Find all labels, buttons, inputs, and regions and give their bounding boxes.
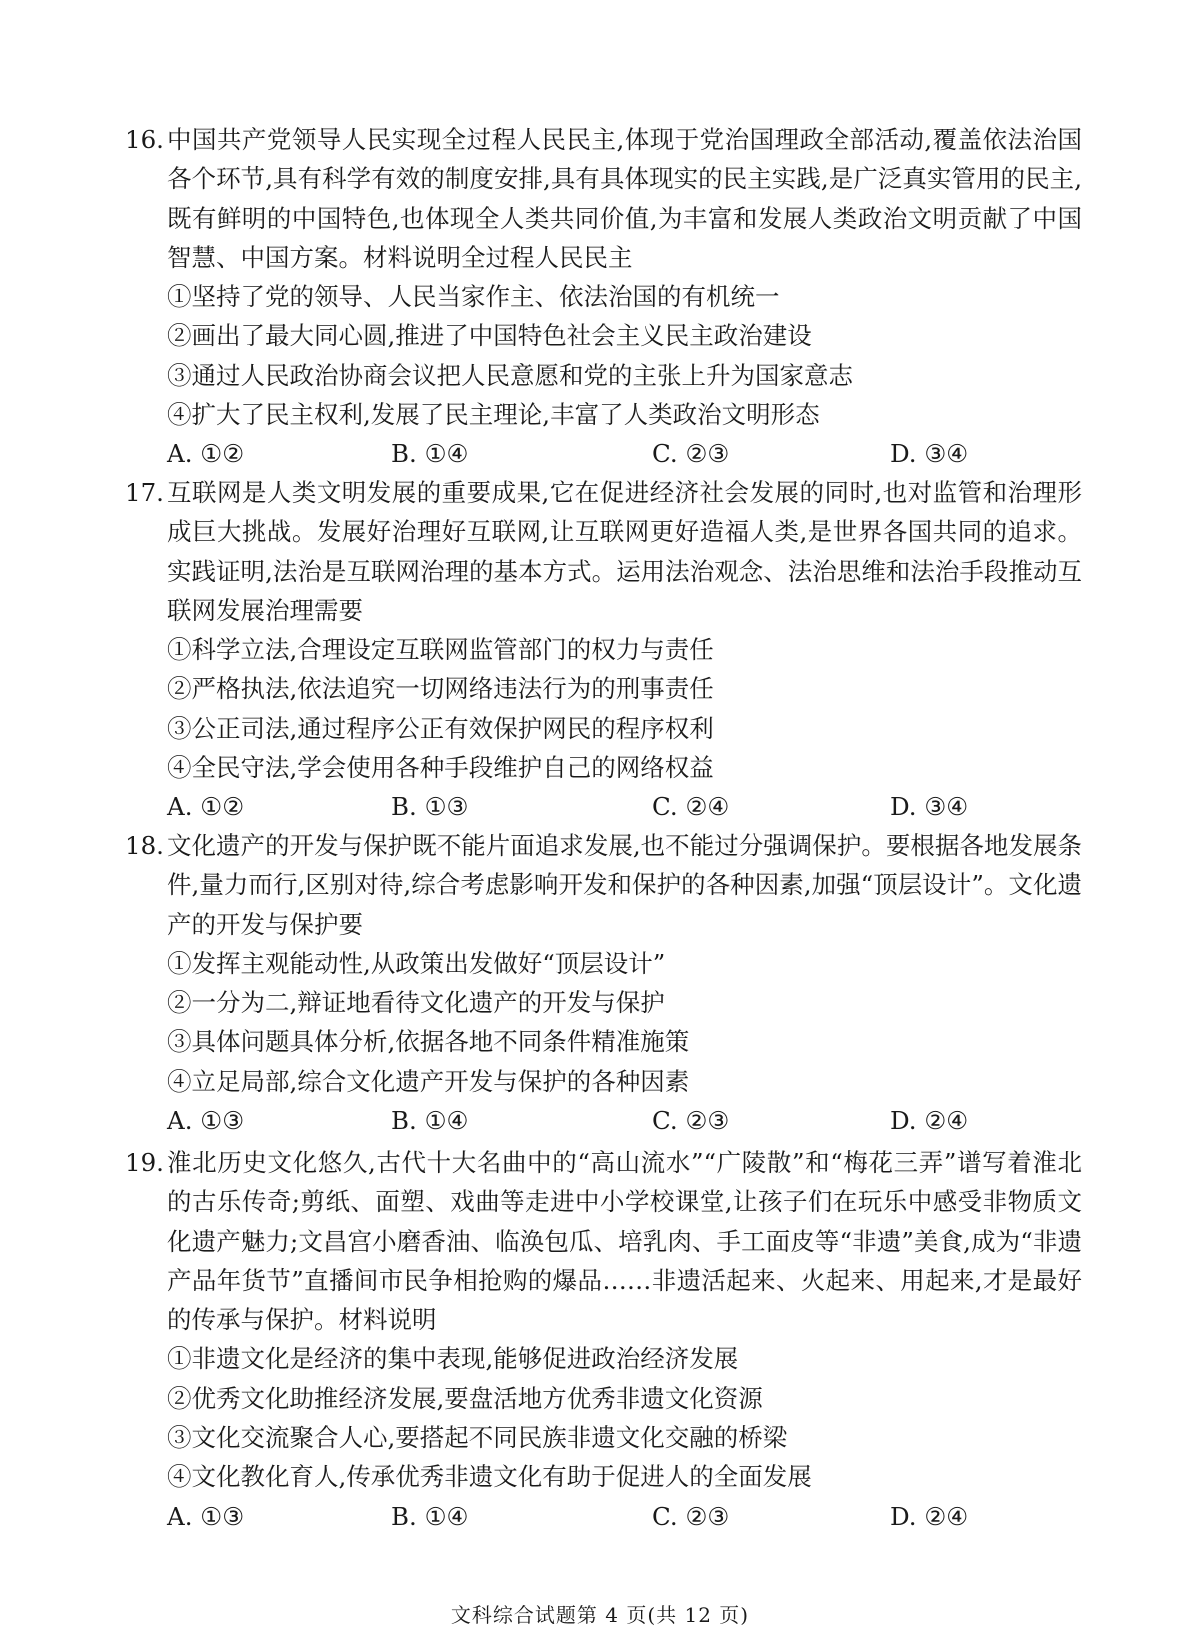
question-text: 互联网是人类文明发展的重要成果,它在促进经济社会发展的同时,也对监管和治理形成巨大挑战。发展好治理好互联网,让互联网更好造福人类,是世界各国共同的追求。实践证明,法治是互联网治理的基本方式。运用法治观念、法治思维和法治手段推动互联网发展治理需要 [167, 478, 1082, 625]
choice-a[interactable]: A. ①③ [167, 1106, 245, 1136]
question-number: 19. [125, 1148, 164, 1177]
answer-choices [167, 1101, 1082, 1140]
page-footer: 文科综合试题第 4 页(共 12 页) [450, 1603, 750, 1627]
statement-2: ②一分为二,辩证地看待文化遗产的开发与保护 [167, 988, 665, 1018]
statement-1: ①科学立法,合理设定互联网监管部门的权力与责任 [167, 635, 714, 665]
choice-a[interactable]: A. ①② [167, 439, 245, 469]
question-stem [125, 1143, 1082, 1339]
statement-1: ①发挥主观能动性,从政策出发做好“顶层设计” [167, 948, 666, 978]
choice-a[interactable]: A. ①② [167, 792, 245, 822]
question-text: 中国共产党领导人民实现全过程人民民主,体现于党治国理政全部活动,覆盖依法治国各个环节,具有科学有效的制度安排,具有具体现实的民主实践,是广泛真实管用的民主,既有鲜明的中国特色,也体现全人类共同价值,为丰富和发展人类政治文明贡献了中国智慧、中国方案。材料说明全过程人民民主 [167, 125, 1082, 272]
question-17 [125, 473, 1082, 827]
choice-c[interactable]: C. ②④ [652, 792, 730, 822]
choice-a[interactable]: A. ①③ [167, 1501, 245, 1531]
choice-c[interactable]: C. ②③ [652, 439, 730, 469]
statement-3: ③文化交流聚合人心,要搭起不同民族非遗文化交融的桥梁 [167, 1423, 788, 1453]
statement-2: ②画出了最大同心圆,推进了中国特色社会主义民主政治建设 [167, 321, 812, 351]
choice-d[interactable]: D. ③④ [890, 439, 969, 469]
choice-b[interactable]: B. ①④ [391, 1501, 469, 1531]
question-text: 文化遗产的开发与保护既不能片面追求发展,也不能过分强调保护。要根据各地发展条件,量力而行,区别对待,综合考虑影响开发和保护的各种因素,加强“顶层设计”。文化遗产的开发与保护要 [167, 831, 1082, 939]
choice-d[interactable]: D. ②④ [890, 1501, 969, 1531]
question-text: 淮北历史文化悠久,古代十大名曲中的“高山流水”“广陵散”和“梅花三弄”谱写着淮北的古乐传奇;剪纸、面塑、戏曲等走进中小学校课堂,让孩子们在玩乐中感受非物质文化遗产魅力;文昌宫小磨香油、临涣包瓜、培乳肉、手工面皮等“非遗”美食,成为“非遗产品年货节”直播间市民争相抢购的爆品……非遗活起来、火起来、用起来,才是最好的传承与保护。材料说明 [167, 1148, 1082, 1335]
choice-b[interactable]: B. ①④ [391, 439, 469, 469]
statement-3: ③公正司法,通过程序公正有效保护网民的程序权利 [167, 713, 714, 743]
answer-choices [167, 787, 1082, 826]
choice-b[interactable]: B. ①③ [391, 792, 469, 822]
answer-choices [167, 1497, 1082, 1536]
statement-4: ④立足局部,综合文化遗产开发与保护的各种因素 [167, 1066, 690, 1096]
statement-4: ④全民守法,学会使用各种手段维护自己的网络权益 [167, 753, 714, 783]
choice-d[interactable]: D. ③④ [890, 792, 969, 822]
question-stem [125, 826, 1082, 944]
choice-c[interactable]: C. ②③ [652, 1106, 730, 1136]
statement-4: ④文化教化育人,传承优秀非遗文化有助于促进人的全面发展 [167, 1462, 812, 1492]
choice-c[interactable]: C. ②③ [652, 1501, 730, 1531]
statement-2: ②优秀文化助推经济发展,要盘活地方优秀非遗文化资源 [167, 1383, 763, 1413]
choice-d[interactable]: D. ②④ [890, 1106, 969, 1136]
question-number: 16. [125, 125, 164, 154]
statement-4: ④扩大了民主权利,发展了民主理论,丰富了人类政治文明形态 [167, 400, 820, 430]
answer-choices [167, 434, 1082, 473]
question-19 [125, 1143, 1082, 1536]
statement-2: ②严格执法,依法追究一切网络违法行为的刑事责任 [167, 674, 714, 704]
question-stem [125, 473, 1082, 630]
question-number: 18. [125, 831, 164, 860]
question-stem [125, 120, 1082, 277]
statement-1: ①坚持了党的领导、人民当家作主、依法治国的有机统一 [167, 282, 780, 312]
choice-b[interactable]: B. ①④ [391, 1106, 469, 1136]
question-18 [125, 826, 1082, 1140]
question-16 [125, 120, 1082, 474]
statement-1: ①非遗文化是经济的集中表现,能够促进政治经济发展 [167, 1344, 739, 1374]
statement-3: ③具体问题具体分析,依据各地不同条件精准施策 [167, 1027, 690, 1057]
statement-3: ③通过人民政治协商会议把人民意愿和党的主张上升为国家意志 [167, 360, 853, 390]
question-number: 17. [125, 478, 164, 507]
